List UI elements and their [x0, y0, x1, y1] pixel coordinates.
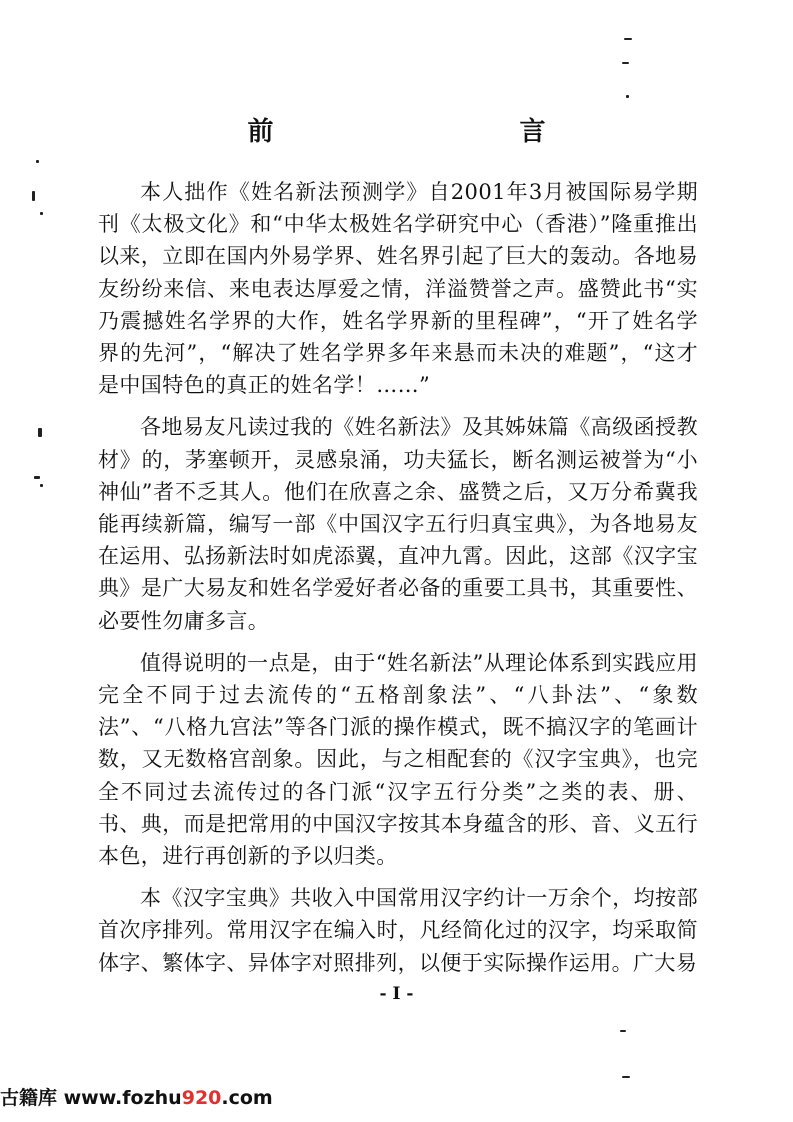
- page-title: 前 言: [247, 117, 656, 147]
- paragraph-1: 本人拙作《姓名新法预测学》自2001年3月被国际易学期刊《太极文化》和“中华太极姓名学研究中心（香港）”隆重推出以来，立即在国内外易学界、姓名界引起了巨大的轰动。各地易友纷纷来信、来电表达厚爱之情，洋溢赞誉之声。盛赞此书“实乃震撼姓名学界的大作，姓名学界新的里程碑”，“开了姓名学界的先河”，“解决了姓名学界多年来悬而未决的难题”，“这才是中国特色的真正的姓名学！……”: [98, 180, 698, 398]
- scan-speck: [622, 1076, 630, 1078]
- scan-speck: [38, 428, 42, 437]
- scan-speck: [40, 484, 43, 487]
- watermark-prefix: 古籍库 www.fozhu: [0, 1087, 182, 1109]
- watermark-accent: 920: [181, 1087, 222, 1109]
- page-number: - I -: [379, 984, 414, 1004]
- scan-speck: [624, 38, 632, 40]
- watermark-suffix: .com: [221, 1087, 273, 1109]
- paragraph-3: 值得说明的一点是，由于“姓名新法”从理论体系到实践应用完全不同于过去流传的“五格剖象法”、“八卦法”、“象数法”、“八格九宫法”等各门派的操作模式，既不搞汉字的笔画计数，又无数格宫剖象。因此，与之相配套的《汉字宝典》，也完全不同过去流传过的各门派“汉字五行分类”之类的表、册、书、典，而是把常用的中国汉字按其本身蕴含的形、音、义五行本色，进行再创新的予以归类。: [98, 650, 698, 869]
- scan-speck: [34, 476, 40, 479]
- scan-speck: [626, 95, 629, 98]
- site-watermark: [0, 1083, 273, 1113]
- paragraph-2: 各地易友凡读过我的《姓名新法》及其姊妹篇《高级函授教材》的，茅塞顿开，灵感泉涌，功夫猛长，断名测运被誉为“小神仙”者不乏其人。他们在欣喜之余、盛赞之后，又万分希冀我能再续新篇，编写一部《中国汉字五行归真宝典》，为各地易友在运用、弘扬新法时如虎添翼，直冲九霄。因此，这部《汉字宝典》是广大易友和姓名学爱好者必备的重要工具书，其重要性、必要性勿庸多言。: [98, 415, 698, 633]
- preface-body: [98, 176, 698, 979]
- scan-speck: [36, 160, 39, 163]
- scan-speck: [620, 1030, 626, 1032]
- scan-speck: [622, 62, 629, 64]
- scan-speck: [40, 212, 43, 215]
- scan-speck: [32, 191, 35, 201]
- paragraph-4: 本《汉字宝典》共收入中国常用汉字约计一万余个，均按部首次序排列。常用汉字在编入时，凡经简化过的汉字，均采取简体字、繁体字、异体字对照排列，以便于实际操作运用。广大易: [98, 886, 698, 975]
